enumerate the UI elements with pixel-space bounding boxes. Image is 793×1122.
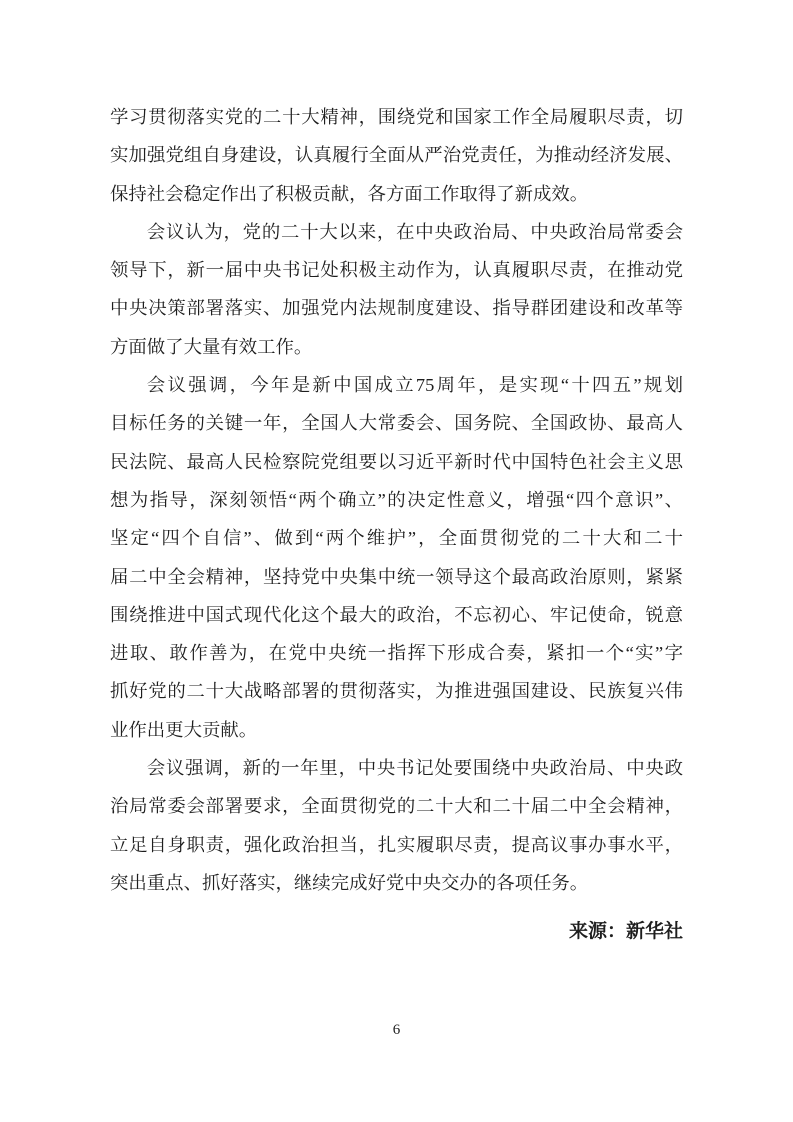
page-number: 6 (392, 1022, 401, 1038)
paragraph-3 (110, 366, 683, 749)
text-line: 实加强党组自身建设，认真履行全面从严治党责任，为推动经济发展、 (110, 145, 683, 166)
text-line: 学习贯彻落实党的二十大精神，围绕党和国家工作全局履职尽责，切 (110, 107, 683, 127)
text-line: 中央决策部署落实、加强党内法规制度建设、指导群团建设和改革等 (110, 298, 683, 319)
text-line: 围绕推进中国式现代化这个最大的政治，不忘初心、牢记使命，锐意 (110, 604, 683, 625)
text-line: 目标任务的关键一年，全国人大常委会、国务院、全国政协、最高人 (110, 413, 683, 434)
text-line: 届二中全会精神，坚持党中央集中统一领导这个最高政治原则，紧紧 (110, 566, 683, 587)
text-line: 方面做了大量有效工作。 (110, 336, 313, 357)
paragraph-2 (110, 213, 683, 366)
document-body (110, 98, 683, 952)
text-line: 抓好党的二十大战略部署的贯彻落实，为推进强国建设、民族复兴伟 (110, 681, 683, 702)
paragraph-1 (110, 98, 683, 213)
paragraph-4 (110, 749, 683, 902)
text-line: 领导下，新一届中央书记处积极主动作为，认真履职尽责，在推动党 (110, 260, 683, 281)
text-line: 保持社会稳定作出了积极贡献，各方面工作取得了新成效。 (110, 183, 589, 204)
text-line: 进取、敢作善为，在党中央统一指挥下形成合奏，紧扣一个“实”字 (110, 643, 683, 664)
text-line: 突出重点、抓好落实，继续完成好党中央交办的各项任务。 (110, 872, 589, 893)
text-line: 立足自身职责，强化政治担当，扎实履职尽责，提高议事办事水平， (110, 834, 683, 855)
text-line: 治局常委会部署要求，全面贯彻党的二十大和二十届二中全会精神， (110, 796, 683, 817)
source-credit: 来源：新华社 (568, 921, 683, 943)
text-line: 会议强调，新的一年里，中央书记处要围绕中央政治局、中央政 (146, 758, 683, 779)
text-line: 民法院、最高人民检察院党组要以习近平新时代中国特色社会主义思 (110, 451, 683, 472)
text-line: 会议认为，党的二十大以来，在中央政治局、中央政治局常委会 (146, 221, 683, 242)
text-line: 坚定“四个自信”、做到“两个维护”，全面贯彻党的二十大和二十 (110, 528, 683, 549)
text-line: 会议强调，今年是新中国成立75周年，是实现“十四五”规划 (146, 375, 683, 396)
text-line: 业作出更大贡献。 (110, 719, 258, 740)
text-line: 想为指导，深刻领悟“两个确立”的决定性意义，增强“四个意识”、 (110, 489, 683, 510)
